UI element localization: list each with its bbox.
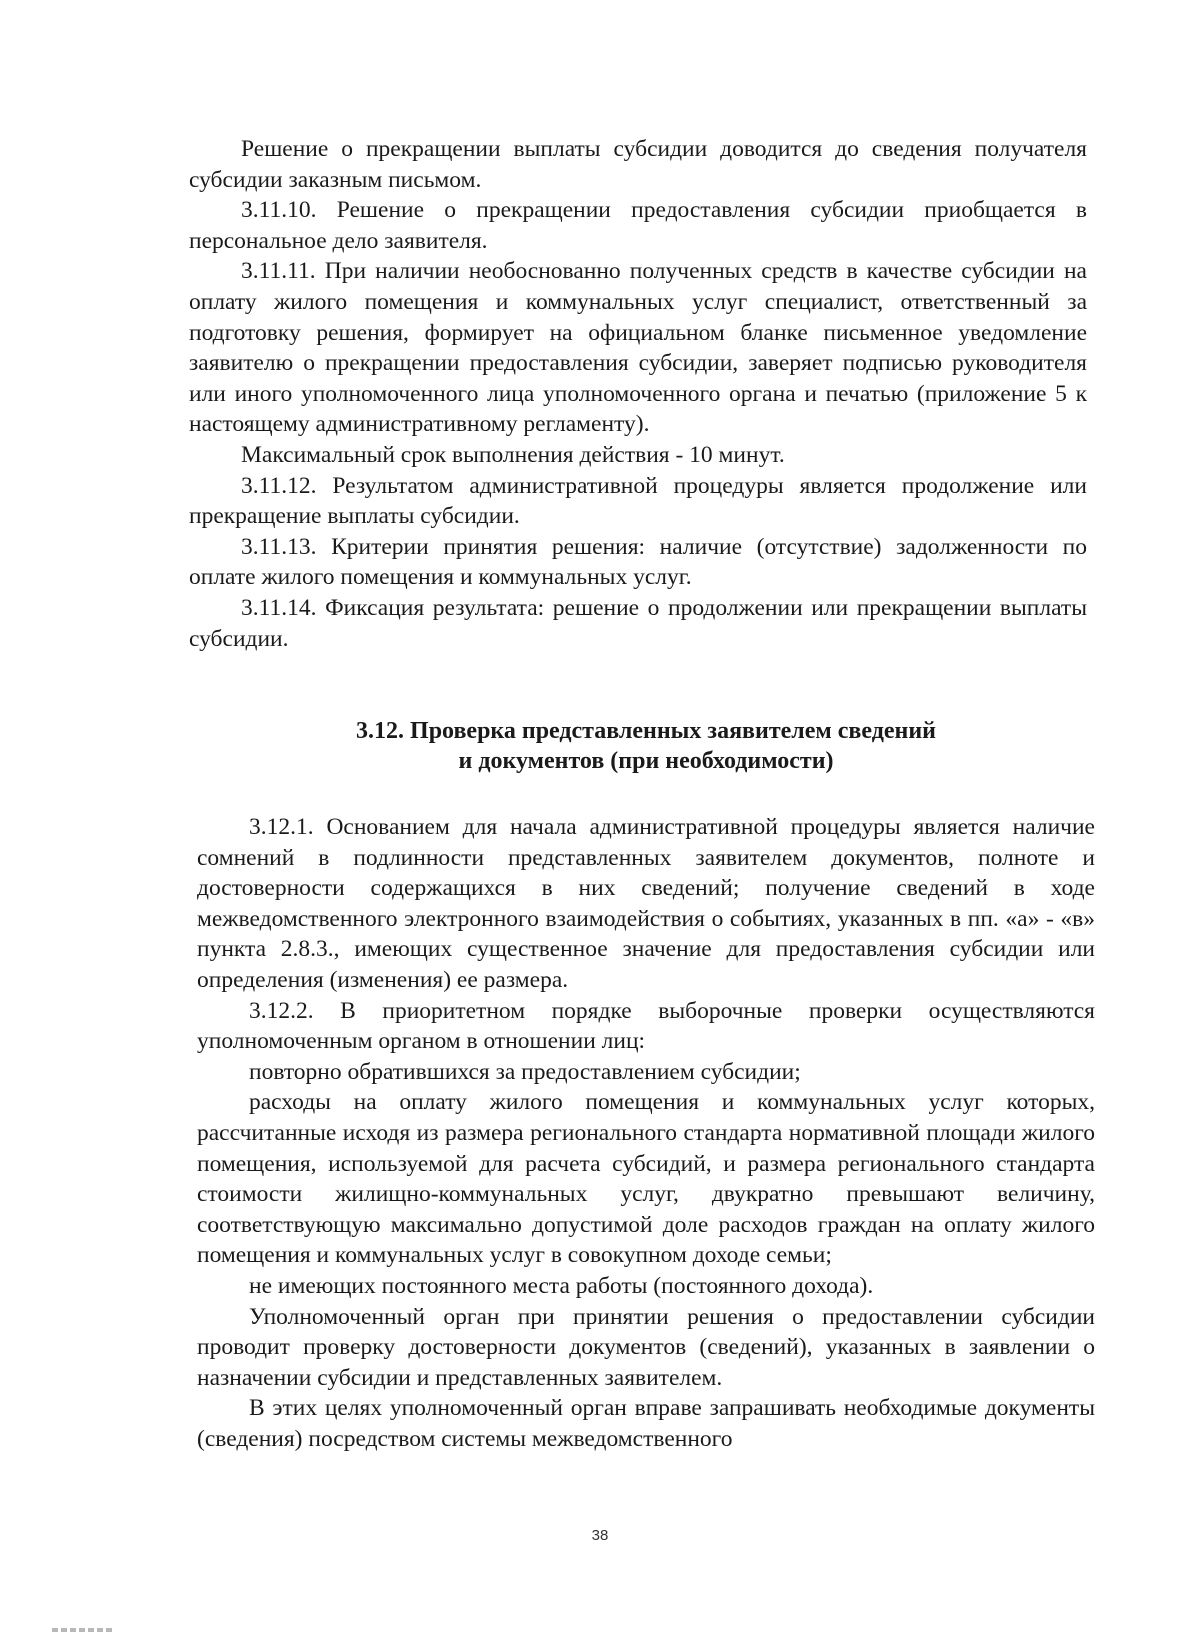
paragraph: повторно обратившихся за предоставлением субсидии; <box>249 1058 801 1085</box>
paragraph: не имеющих постоянного места работы (постоянного дохода). <box>249 1272 874 1299</box>
page-number: 38 <box>591 1527 609 1544</box>
paragraph: 3.11.13. Критерии принятия решения: наличие (отсутствие) задолженности по оплате жилого помещения и коммунальных услуг. <box>189 533 1087 591</box>
section-3-12-heading <box>197 716 1095 776</box>
paragraph: 3.12.1. Основанием для начала административной процедуры является наличие сомнений в подлинности представленных заявителем документов, полноте и достоверности содержащихся в них сведений; получение сведений в ходе межведомственного электронного взаимодействия о событиях, указанных в пп. «а» - «в» пункта 2.8.3., имеющих существенное значение для предоставления субсидии или определения (изменения) ее размера. <box>197 814 1095 993</box>
paragraph: 3.11.14. Фиксация результата: решение о продолжении или прекращении выплаты субсидии. <box>189 594 1087 652</box>
paragraph: Уполномоченный орган при принятии решения о предоставлении субсидии проводит проверку достоверности документов (сведений), указанных в заявлении о назначении субсидии и представленных заявителем. <box>197 1303 1095 1391</box>
paragraph: В этих целях уполномоченный орган вправе запрашивать необходимые документы (сведения) посредством системы межведомственного <box>197 1395 1095 1452</box>
paragraph: расходы на оплату жилого помещения и коммунальных услуг которых, рассчитанные исходя из размера регионального стандарта нормативной площади жилого помещения, используемой для расчета субсидий, и размера регионального стандарта стоимости жилищно-коммунальных услуг, двукратно превышают величину, соответствующую максимально допустимой доле расходов граждан на оплату жилого помещения и коммунальных услуг в совокупном доходе семьи; <box>197 1089 1095 1269</box>
paragraph: 3.12.2. В приоритетном порядке выборочные проверки осуществляются уполномоченным органом в отношении лиц: <box>197 997 1095 1055</box>
paragraph: 3.11.12. Результатом административной процедуры является продолжение или прекращение выплаты субсидии. <box>189 472 1087 530</box>
paragraph: 3.11.11. При наличии необоснованно полученных средств в качестве субсидии на оплату жилого помещения и коммунальных услуг специалист, ответственный за подготовку решения, формирует на официальном бланке письменное уведомление заявителю о прекращении предоставления субсидии, заверяет подписью руководителя или иного уполномоченного лица уполномоченного органа и печатью (приложение 5 к настоящему административному регламенту). <box>189 258 1087 438</box>
section-3-11-text <box>189 134 1087 654</box>
paragraph: Решение о прекращении выплаты субсидии доводится до сведения получателя субсидии заказным письмом. <box>189 136 1087 193</box>
paragraph: 3.11.10. Решение о прекращении предоставления субсидии приобщается в персональное дело заявителя. <box>189 197 1087 254</box>
heading-line: 3.12. Проверка представленных заявителем сведений <box>356 718 936 744</box>
scan-artifact <box>52 1628 112 1632</box>
paragraph: Максимальный срок выполнения действия - 10 минут. <box>241 441 785 468</box>
section-3-12-text <box>197 812 1095 1454</box>
heading-line: и документов (при необходимости) <box>458 748 834 774</box>
